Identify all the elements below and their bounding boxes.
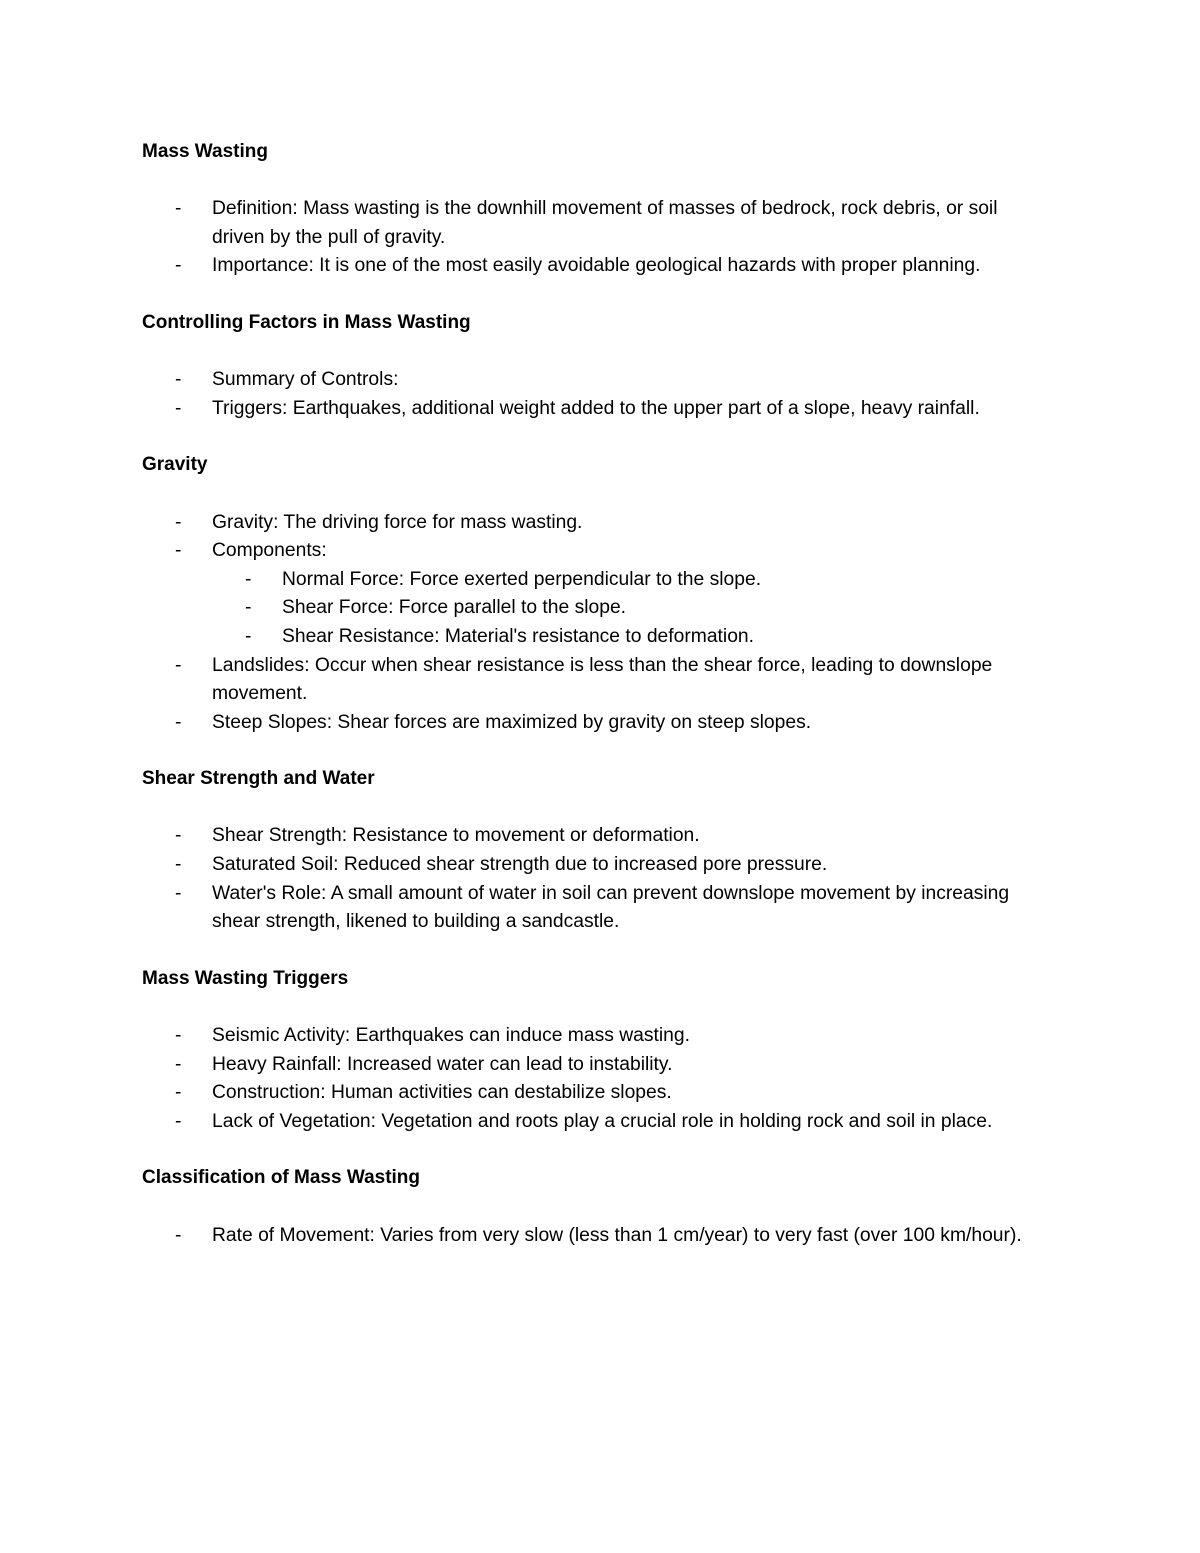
dash-bullet-icon: - (175, 1025, 182, 1047)
list-item-text: Rate of Movement: Varies from very slow (less than 1 cm/year) to very fast (over 100 km/hour). (212, 1224, 1022, 1246)
list-item-text: Triggers: Earthquakes, additional weight added to the upper part of a slope, heavy rainfall. (212, 397, 980, 419)
list-item-text: Importance: It is one of the most easily avoidable geological hazards with proper planning. (212, 255, 981, 277)
section-shear-strength-and-water (142, 765, 1042, 937)
list-item (142, 509, 1042, 538)
list-item-text: Shear Resistance: Material's resistance to deformation. (282, 625, 755, 647)
list-item (142, 1051, 1042, 1080)
bullet-list (142, 1022, 1042, 1136)
dash-bullet-icon: - (175, 511, 182, 533)
dash-bullet-icon: - (175, 397, 182, 419)
list-item-text: Seismic Activity: Earthquakes can induce mass wasting. (212, 1025, 690, 1047)
list-item (142, 395, 1042, 424)
section-mass-wasting-triggers (142, 965, 1042, 1137)
dash-bullet-icon: - (245, 568, 252, 590)
sub-list-item (142, 566, 1042, 595)
list-item-text: Construction: Human activities can destabilize slopes. (212, 1082, 672, 1104)
list-item-text: Components: (212, 540, 327, 562)
section-gravity (142, 451, 1042, 737)
list-item-text: Definition: Mass wasting is the downhill movement of masses of bedrock, rock debris, or soil driven by the pull of gravity. (212, 198, 998, 248)
dash-bullet-icon: - (245, 625, 252, 647)
list-item-text: Water's Role: A small amount of water in soil can prevent downslope movement by increasing shear strength, likened to building a sandcastle. (212, 882, 1010, 933)
list-item (142, 1222, 1042, 1251)
section-heading: Mass Wasting (142, 141, 268, 162)
bullet-list (142, 822, 1042, 936)
section-heading: Gravity (142, 454, 208, 476)
bullet-list (142, 509, 1042, 738)
list-item (142, 709, 1042, 738)
bullet-list (142, 1222, 1042, 1251)
list-item (142, 880, 1042, 937)
list-item-text: Shear Strength: Resistance to movement or deformation. (212, 825, 700, 847)
list-item-text: Summary of Controls: (212, 369, 399, 391)
dash-bullet-icon: - (175, 1053, 182, 1075)
section-controlling-factors-in-mass-wasting (142, 309, 1042, 423)
dash-bullet-icon: - (175, 255, 182, 277)
list-item-text: Normal Force: Force exerted perpendicular to the slope. (282, 568, 762, 590)
dash-bullet-icon: - (175, 654, 182, 676)
dash-bullet-icon: - (175, 825, 182, 847)
list-item-text: Landslides: Occur when shear resistance is less than the shear force, leading to downslope movement. (212, 654, 993, 705)
list-item (142, 252, 1042, 281)
section-heading: Controlling Factors in Mass Wasting (142, 311, 471, 333)
dash-bullet-icon: - (175, 711, 182, 733)
list-item (142, 652, 1042, 709)
bullet-list (142, 366, 1042, 423)
dash-bullet-icon: - (175, 1110, 182, 1132)
sub-list-item (142, 594, 1042, 623)
dash-bullet-icon: - (175, 882, 182, 904)
dash-bullet-icon: - (245, 597, 252, 619)
list-item (142, 195, 1042, 252)
sub-list-item (142, 623, 1042, 652)
dash-bullet-icon: - (175, 369, 182, 391)
section-heading: Shear Strength and Water (142, 768, 375, 790)
list-item (142, 1079, 1042, 1108)
dash-bullet-icon: - (175, 1224, 182, 1246)
list-item (142, 366, 1042, 395)
dash-bullet-icon: - (175, 198, 182, 220)
list-item (142, 851, 1042, 880)
list-item (142, 822, 1042, 851)
list-item-text: Steep Slopes: Shear forces are maximized by gravity on steep slopes. (212, 711, 812, 733)
bullet-list (142, 195, 1042, 281)
list-item (142, 1022, 1042, 1051)
section-mass-wasting (142, 138, 1042, 281)
list-item-text: Gravity: The driving force for mass wasting. (212, 511, 583, 533)
list-item-text: Lack of Vegetation: Vegetation and roots play a crucial role in holding rock and soil in place. (212, 1110, 993, 1132)
list-item-text: Heavy Rainfall: Increased water can lead to instability. (212, 1053, 673, 1075)
section-heading: Classification of Mass Wasting (142, 1167, 421, 1189)
list-item (142, 1108, 1042, 1137)
document-page (142, 138, 1042, 1278)
section-heading: Mass Wasting Triggers (142, 967, 349, 989)
dash-bullet-icon: - (175, 854, 182, 876)
dash-bullet-icon: - (175, 1082, 182, 1104)
list-item-text: Shear Force: Force parallel to the slope. (282, 597, 627, 619)
dash-bullet-icon: - (175, 540, 182, 562)
section-classification-of-mass-wasting (142, 1164, 1042, 1250)
list-item (142, 537, 1042, 566)
list-item-text: Saturated Soil: Reduced shear strength due to increased pore pressure. (212, 854, 828, 876)
